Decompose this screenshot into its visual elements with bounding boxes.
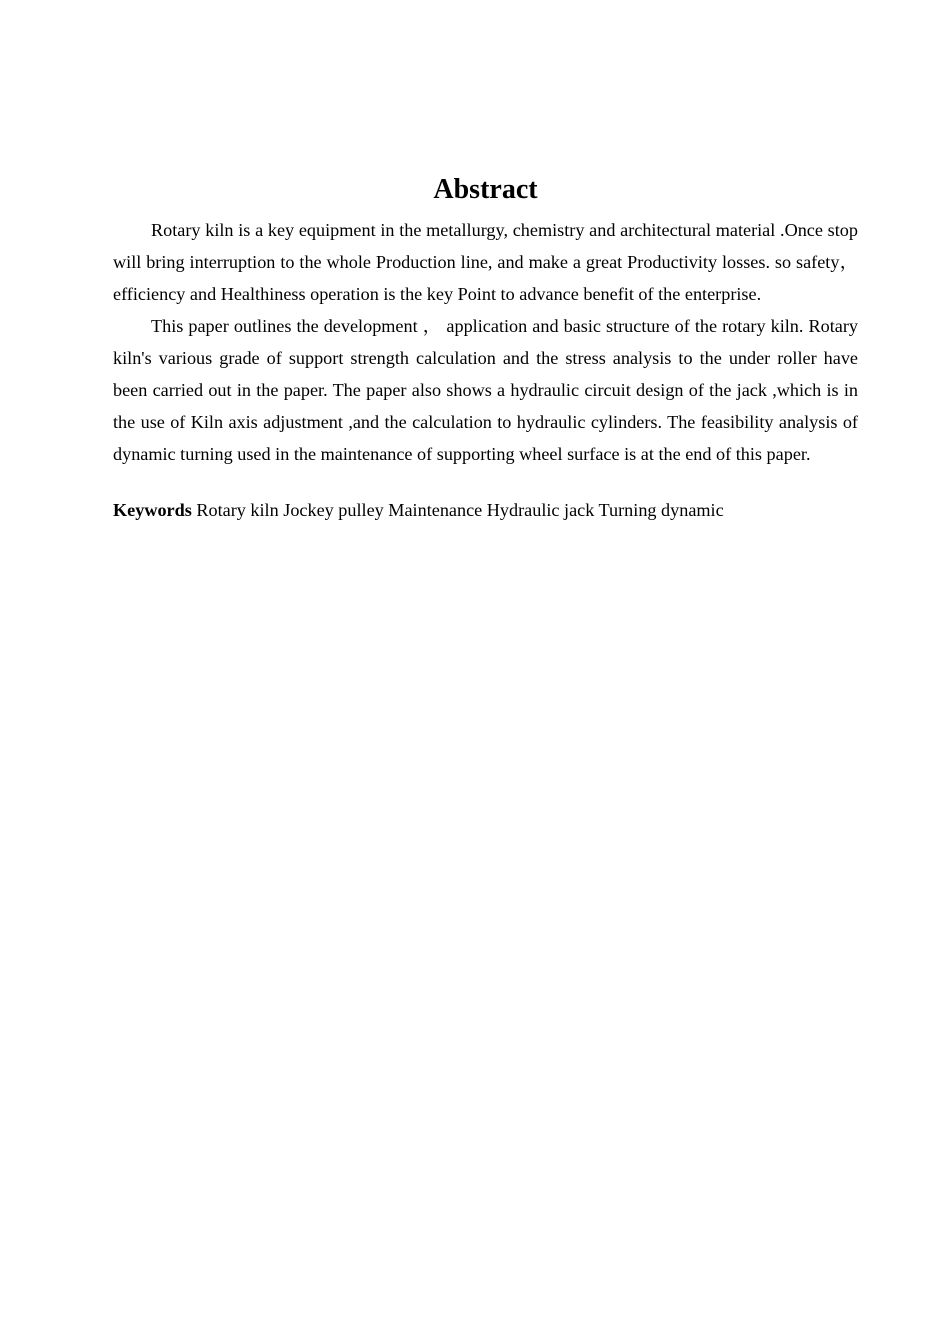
abstract-paragraph-1: Rotary kiln is a key equipment in the metallurgy, chemistry and architectural material .Once stop will bring interruption to the whole Production line, and make a great Productivity losses. so safety， efficiency and Healthiness operation is the key Point to advance benefit of the enterprise. — [113, 220, 858, 304]
keywords-label: Keywords — [113, 500, 192, 520]
abstract-section — [113, 170, 858, 526]
abstract-title: Abstract — [433, 174, 538, 205]
keywords-text: Rotary kiln Jockey pulley Maintenance Hydraulic jack Turning dynamic — [196, 500, 724, 520]
keywords-line — [113, 494, 858, 526]
abstract-paragraph-2: This paper outlines the development ， application and basic structure of the rotary kiln. Rotary kiln's various grade of support strength calculation and the stress analysis to the under roller have been carried out in the paper. The paper also shows a hydraulic circuit design of the jack ,which is in the use of Kiln axis adjustment ,and the calculation to hydraulic cylinders. The feasibility analysis of dynamic turning used in the maintenance of supporting wheel surface is at the end of this paper. — [113, 316, 858, 464]
